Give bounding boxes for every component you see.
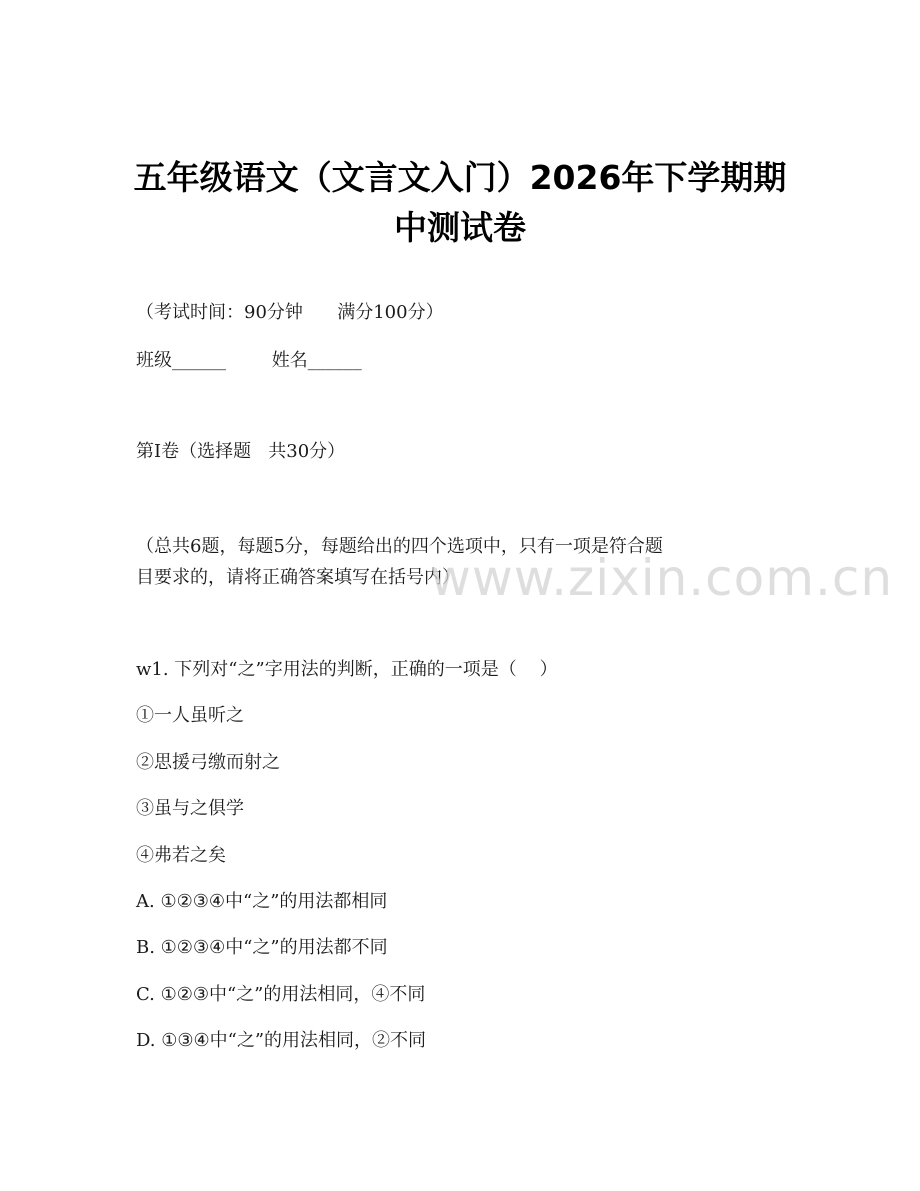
section-title: 第I卷（选择题 共30分） bbox=[136, 441, 346, 462]
section-instructions-line1: （总共6题，每题5分，每题给出的四个选项中，只有一项是符合题 bbox=[136, 536, 663, 557]
question-1-item: ②思援弓缴而射之 bbox=[136, 752, 280, 773]
question-1-option-b: B. ①②③④中“之”的用法都不同 bbox=[136, 937, 388, 958]
question-1-stem: w1. 下列对“之”字用法的判断，正确的一项是（ ） bbox=[136, 659, 558, 680]
section-instructions-line2: 目要求的，请将正确答案填写在括号内） bbox=[136, 567, 460, 588]
question-1-item: ④弗若之矣 bbox=[136, 845, 226, 866]
watermark: www.zixin.com.cn bbox=[430, 549, 894, 607]
exam-title-line1: 五年级语文（文言文入门）2026年下学期期 bbox=[133, 158, 787, 197]
question-1-item: ①一人虽听之 bbox=[136, 705, 244, 726]
class-name-fields: 班级______ 姓名______ bbox=[136, 350, 362, 371]
exam-time-score: （考试时间：90分钟 满分100分） bbox=[136, 302, 444, 323]
exam-title-line2: 中测试卷 bbox=[394, 208, 526, 247]
question-1-option-d: D. ①③④中“之”的用法相同，②不同 bbox=[136, 1030, 427, 1051]
question-1-item: ③虽与之俱学 bbox=[136, 798, 244, 819]
question-1-option-c: C. ①②③中“之”的用法相同，④不同 bbox=[136, 984, 426, 1005]
question-1-option-a: A. ①②③④中“之”的用法都相同 bbox=[136, 891, 388, 912]
